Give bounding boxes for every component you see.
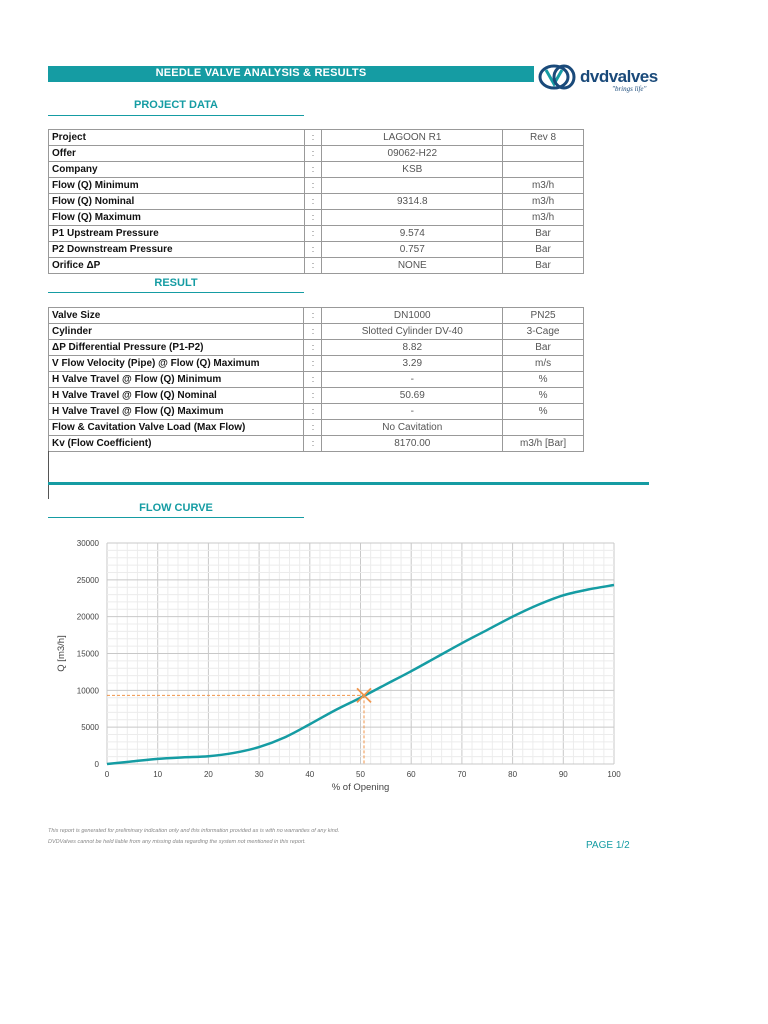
table-row <box>49 420 584 436</box>
result-frame-left <box>48 451 49 499</box>
disclaimer-line-1: This report is generated for preliminary indication only and this information provided as is with no warranties of any kind. <box>48 828 340 834</box>
result-title: RESULT <box>154 277 198 289</box>
y-tick-label: 30000 <box>76 539 99 548</box>
cell-unit: Bar <box>503 242 584 258</box>
x-tick-label: 40 <box>305 770 315 779</box>
cell-value: NONE <box>322 258 503 274</box>
report-title: NEEDLE VALVE ANALYSIS & RESULTS <box>155 67 367 79</box>
cell-label: Project <box>49 130 305 146</box>
cell-label: P2 Downstream Pressure <box>49 242 305 258</box>
project-data-title: PROJECT DATA <box>134 99 218 111</box>
flow-curve-underline <box>48 517 304 518</box>
logo-tagline: "brings life" <box>612 85 647 93</box>
cell-unit: m3/h <box>503 210 584 226</box>
dvdvalves-logo <box>538 62 658 96</box>
cell-value: LAGOON R1 <box>322 130 503 146</box>
disclaimer <box>48 826 339 848</box>
cell-label: Valve Size <box>49 308 304 324</box>
cell-label: V Flow Velocity (Pipe) @ Flow (Q) Maximum <box>49 356 304 372</box>
header-bar <box>48 66 534 82</box>
cell-label: H Valve Travel @ Flow (Q) Maximum <box>49 404 304 420</box>
cell-label: H Valve Travel @ Flow (Q) Nominal <box>49 388 304 404</box>
cell-label: Cylinder <box>49 324 304 340</box>
cell-unit: Bar <box>503 340 584 356</box>
cell-unit: % <box>503 372 584 388</box>
cell-value: - <box>322 404 503 420</box>
x-tick-label: 30 <box>254 770 264 779</box>
table-row <box>49 146 584 162</box>
x-tick-label: 10 <box>153 770 163 779</box>
cell-value: KSB <box>322 162 503 178</box>
cell-value: 50.69 <box>322 388 503 404</box>
cell-unit: % <box>503 388 584 404</box>
cell-sep: : <box>304 420 322 436</box>
table-row <box>49 308 584 324</box>
cell-unit: m3/h [Bar] <box>503 436 584 452</box>
cell-value: 3.29 <box>322 356 503 372</box>
y-axis-ticks <box>77 539 100 769</box>
cell-unit <box>503 162 584 178</box>
cell-label: Company <box>49 162 305 178</box>
cell-label: P1 Upstream Pressure <box>49 226 305 242</box>
cell-value <box>322 210 503 226</box>
cell-sep: : <box>304 404 322 420</box>
y-tick-label: 5000 <box>81 723 99 733</box>
x-tick-label: 50 <box>356 770 365 779</box>
cell-sep: : <box>304 178 322 194</box>
cell-unit: Bar <box>503 258 584 274</box>
cell-sep: : <box>304 210 322 226</box>
logo-text: dvdvalves <box>580 67 658 86</box>
cell-value <box>322 178 503 194</box>
table-row <box>49 356 584 372</box>
cell-sep: : <box>304 258 322 274</box>
cell-value: 9.574 <box>322 226 503 242</box>
cell-unit: % <box>503 404 584 420</box>
x-axis-label: % of Opening <box>331 782 390 793</box>
y-tick-label: 25000 <box>76 575 99 585</box>
cell-sep: : <box>304 162 322 178</box>
table-row <box>49 372 584 388</box>
cell-sep: : <box>304 242 322 258</box>
table-row <box>49 404 584 420</box>
cell-label: Orifice ΔP <box>49 258 305 274</box>
table-row <box>49 242 584 258</box>
cell-label: H Valve Travel @ Flow (Q) Minimum <box>49 372 304 388</box>
cell-unit: Bar <box>503 226 584 242</box>
table-row <box>49 324 584 340</box>
cell-value: No Cavitation <box>322 420 503 436</box>
y-tick-label: 20000 <box>76 612 99 622</box>
table-row <box>49 194 584 210</box>
cell-label: Offer <box>49 146 305 162</box>
y-tick-label: 15000 <box>76 649 99 659</box>
x-axis-ticks <box>105 770 621 779</box>
cell-sep: : <box>304 388 322 404</box>
result-divider-bar <box>48 482 649 485</box>
table-row <box>49 340 584 356</box>
cell-unit: m3/h <box>503 194 584 210</box>
cell-sep: : <box>304 436 322 452</box>
cell-sep: : <box>304 308 322 324</box>
cell-value: DN1000 <box>322 308 503 324</box>
cell-label: Flow & Cavitation Valve Load (Max Flow) <box>49 420 304 436</box>
cell-sep: : <box>304 356 322 372</box>
x-tick-label: 20 <box>203 770 213 779</box>
cell-value: 09062-H22 <box>322 146 503 162</box>
y-tick-label: 10000 <box>76 686 99 696</box>
x-tick-label: 70 <box>457 770 467 779</box>
cell-unit <box>503 420 584 436</box>
cell-unit <box>503 146 584 162</box>
table-row <box>49 436 584 452</box>
result-table <box>48 307 584 452</box>
cell-label: Flow (Q) Minimum <box>49 178 305 194</box>
x-tick-label: 0 <box>104 770 110 779</box>
flow-curve-chart <box>48 528 628 798</box>
cell-value: 8170.00 <box>322 436 503 452</box>
cell-sep: : <box>304 372 322 388</box>
table-row <box>49 178 584 194</box>
cell-sep: : <box>304 324 322 340</box>
project-data-table <box>48 129 584 274</box>
table-row <box>49 130 584 146</box>
cell-label: Flow (Q) Maximum <box>49 210 305 226</box>
flow-curve-title: FLOW CURVE <box>139 502 213 514</box>
cell-unit: 3-Cage <box>503 324 584 340</box>
cell-value: 8.82 <box>322 340 503 356</box>
table-row <box>49 162 584 178</box>
x-tick-label: 80 <box>508 770 518 779</box>
cell-sep: : <box>304 226 322 242</box>
cell-sep: : <box>304 194 322 210</box>
table-row <box>49 226 584 242</box>
x-tick-label: 90 <box>558 770 568 779</box>
cell-value: 9314.8 <box>322 194 503 210</box>
cell-sep: : <box>304 340 322 356</box>
cell-label: Kv (Flow Coefficient) <box>49 436 304 452</box>
cell-unit: m/s <box>503 356 584 372</box>
y-tick-label: 0 <box>94 760 99 769</box>
cell-unit: PN25 <box>503 308 584 324</box>
cell-value: Slotted Cylinder DV-40 <box>322 324 503 340</box>
disclaimer-line-2: DVDValves cannot be held liable from any missing data regarding the system not mentioned in this report. <box>48 839 306 845</box>
y-axis-label: Q [m3/h] <box>56 635 67 672</box>
table-row <box>49 258 584 274</box>
chart-grid <box>107 543 614 764</box>
x-tick-label: 60 <box>406 770 416 779</box>
cell-value: - <box>322 372 503 388</box>
cell-label: ΔP Differential Pressure (P1-P2) <box>49 340 304 356</box>
x-tick-label: 100 <box>607 770 621 779</box>
table-row <box>49 388 584 404</box>
cell-value: 0.757 <box>322 242 503 258</box>
table-row <box>49 210 584 226</box>
cell-sep: : <box>304 130 322 146</box>
cell-unit: Rev 8 <box>503 130 584 146</box>
result-underline <box>48 292 304 293</box>
cell-sep: : <box>304 146 322 162</box>
project-data-underline <box>48 115 304 116</box>
cell-label: Flow (Q) Nominal <box>49 194 305 210</box>
page-number: PAGE 1/2 <box>586 840 630 851</box>
logo-mark-icon <box>538 62 580 92</box>
cell-unit: m3/h <box>503 178 584 194</box>
